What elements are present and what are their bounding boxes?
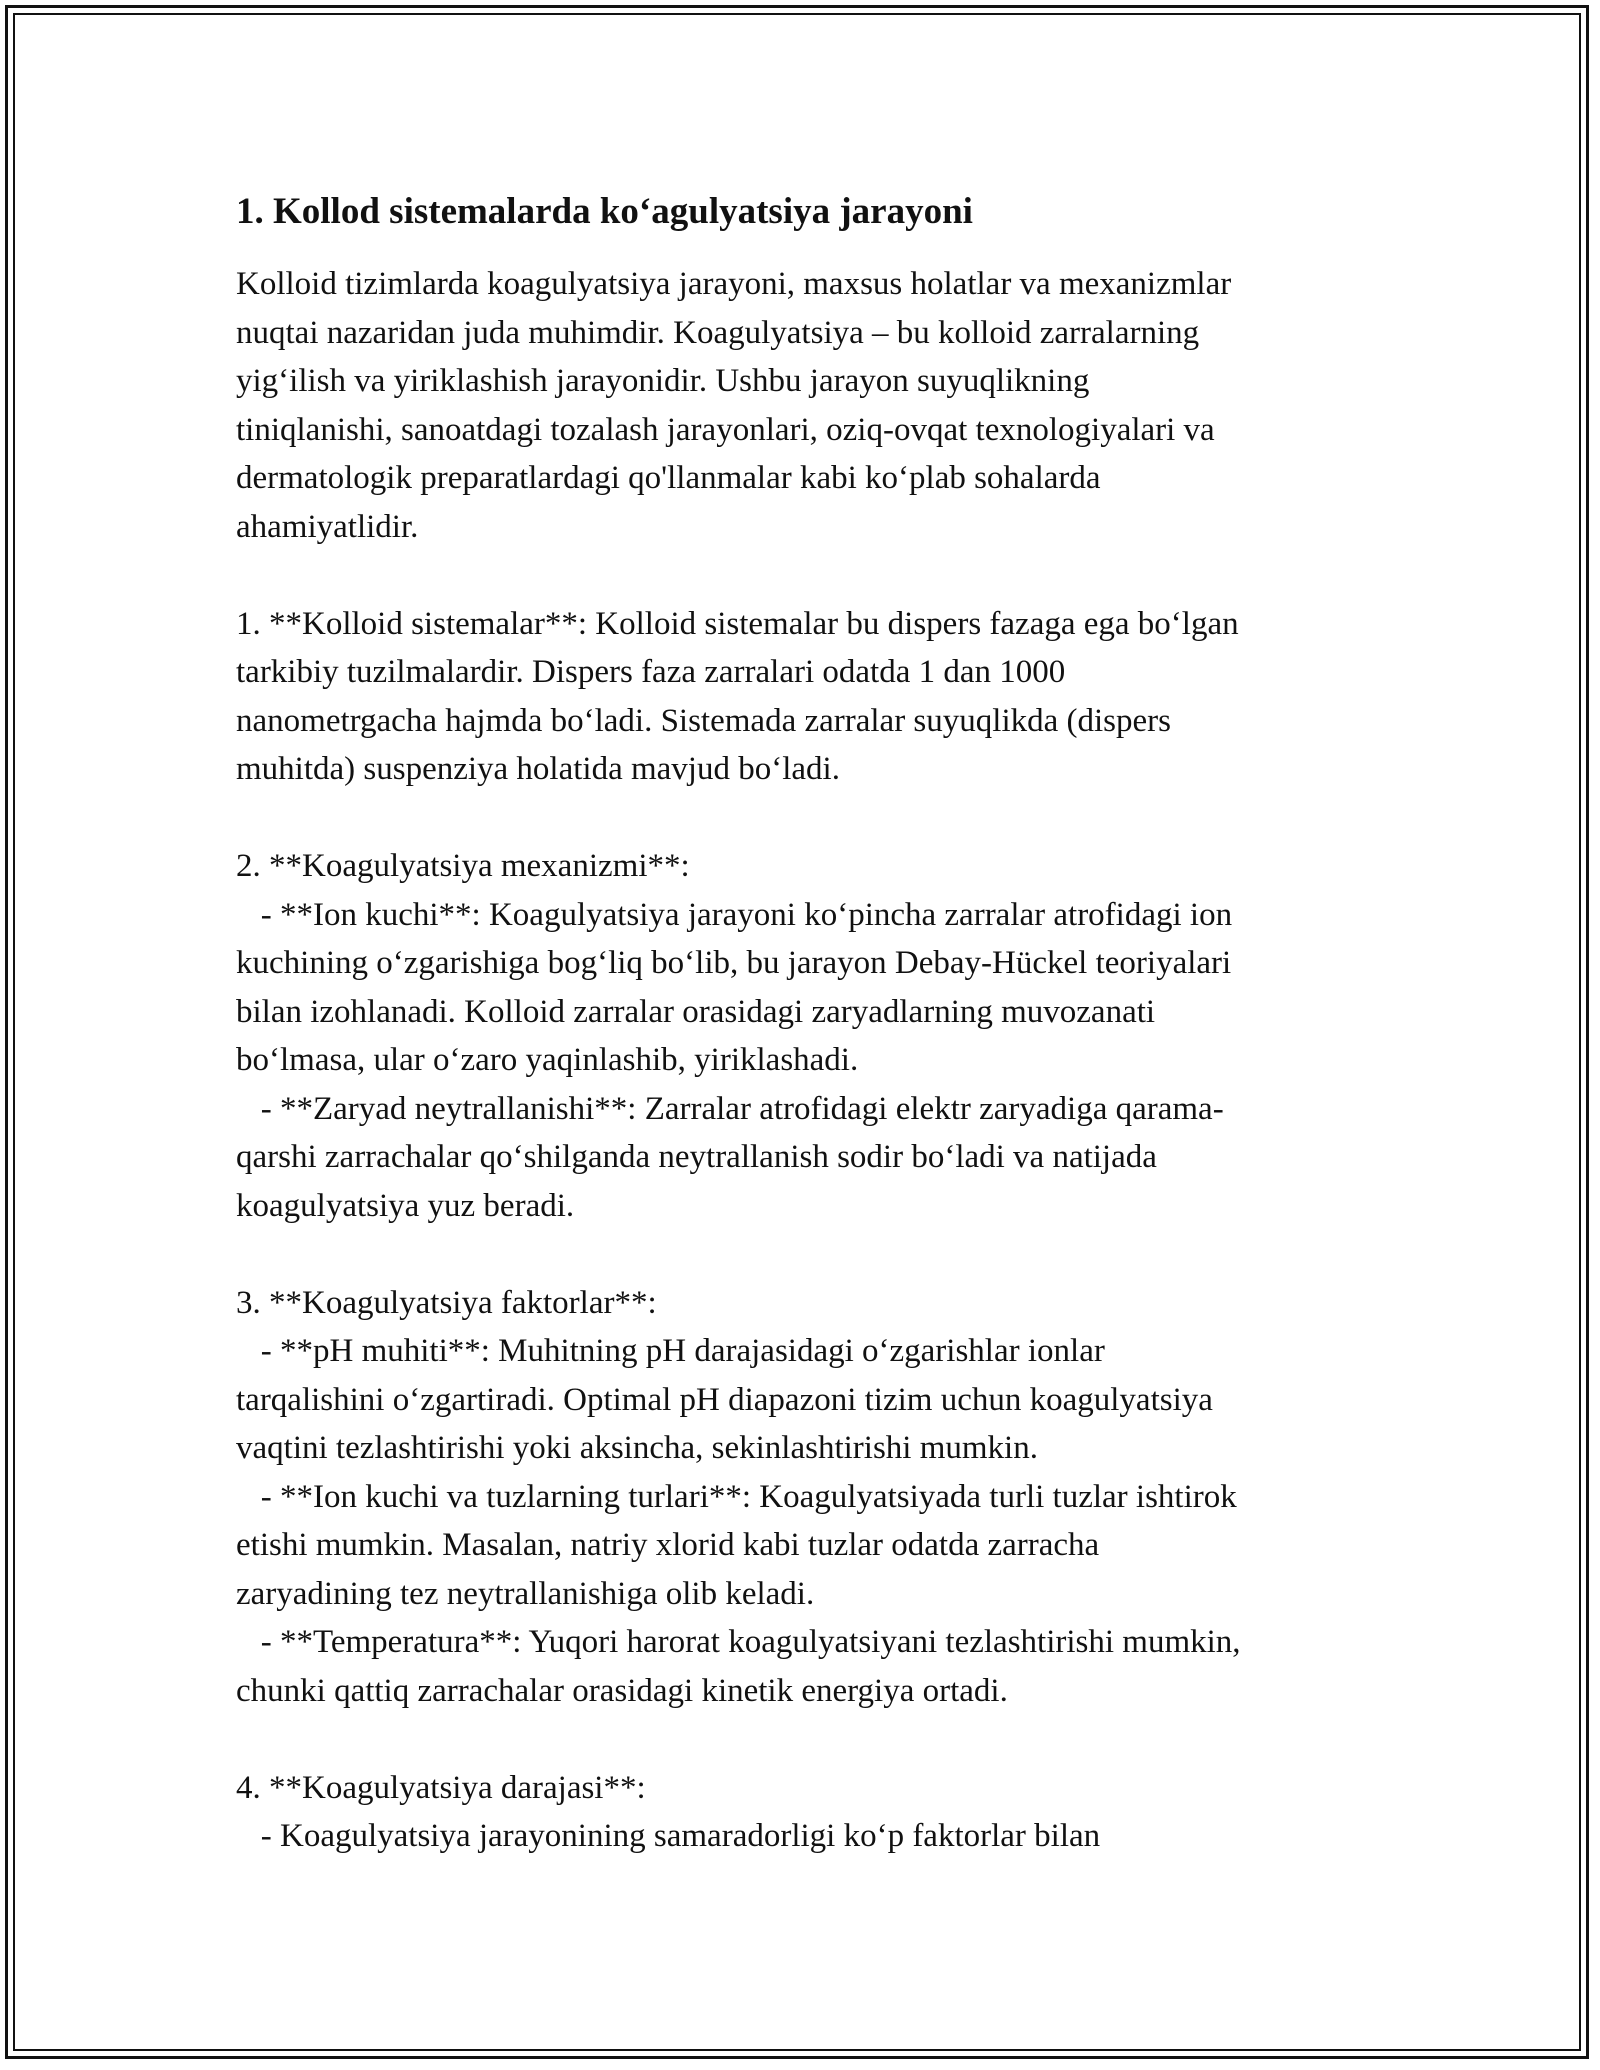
section-1-paragraph: 1. **Kolloid sistemalar**: Kolloid sistemalar bu dispers fazaga ega bo‘lgan tarkibiy tuzilmalardir. Dispers faza zarralari odatda 1 dan 1000 nanometrgacha hajmda bo‘ladi. Sistemada zarralar suyuqlikda (dispers muhitda) suspenziya holatida mavjud bo‘ladi. — [236, 605, 1239, 787]
document-body — [236, 188, 1366, 1861]
section-4-paragraph: 4. **Koagulyatsiya darajasi**: - Koagulyatsiya jarayonining samaradorligi ko‘p faktorlar bilan — [236, 1769, 1101, 1854]
section-3-paragraph: 3. **Koagulyatsiya faktorlar**: - **pH muhiti**: Muhitning pH darajasidagi o‘zgarishlar ionlar tarqalishini o‘zgartiradi. Optimal pH diapazoni tizim uchun koagulyatsiya vaqtini tezlashtirishi yoki aksincha, sekinlashtirishi mumkin. - **Ion kuchi va tuzlarning turlari**: Koagulyatsiyada turli tuzlar ishtirok etishi mumkin. Masalan, natriy xlorid kabi tuzlar odatda zarracha zaryadining tez neytrallanishiga olib keladi. - **Temperatura**: Yuqori harorat koagulyatsiyani tezlashtirishi mumkin, chunki qattiq zarrachalar orasidagi kinetik energiya ortadi. — [236, 1284, 1241, 1709]
section-2-paragraph: 2. **Koagulyatsiya mexanizmi**: - **Ion kuchi**: Koagulyatsiya jarayoni ko‘pincha zarralar atrofidagi ion kuchining o‘zgarishiga bog‘liq bo‘lib, bu jarayon Debay-Hückel teoriyalari bilan izohlanadi. Kolloid zarralar orasidagi zaryadlarning muvozanati bo‘lmasa, ular o‘zaro yaqinlashib, yiriklashadi. - **Zaryad neytrallanishi**: Zarralar atrofidagi elektr zaryadiga qarama- qarshi zarrachalar qo‘shilganda neytrallanish sodir bo‘ladi va natijada koagulyatsiya yuz beradi. — [236, 848, 1233, 1224]
intro-paragraph: Kolloid tizimlarda koagulyatsiya jarayoni, maxsus holatlar va mexanizmlar nuqtai nazaridan juda muhimdir. Koagulyatsiya – bu kolloid zarralarning yig‘ilish va yiriklashish jarayonidir. Ushbu jarayon suyuqlikning tiniqlanishi, sanoatdagi tozalash jarayonlari, oziq-ovqat texnologiyalari va dermatologik preparatlardagi qo'llanmalar kabi ko‘plab sohalarda ahamiyatlidir. — [236, 266, 1232, 545]
paragraph-gap — [236, 1230, 1366, 1279]
document-heading: 1. Kollod sistemalarda ko‘agulyatsiya jarayoni — [236, 191, 973, 232]
paragraph-gap — [236, 1715, 1366, 1764]
paragraph-gap — [236, 551, 1366, 600]
paragraph-gap — [236, 794, 1366, 843]
